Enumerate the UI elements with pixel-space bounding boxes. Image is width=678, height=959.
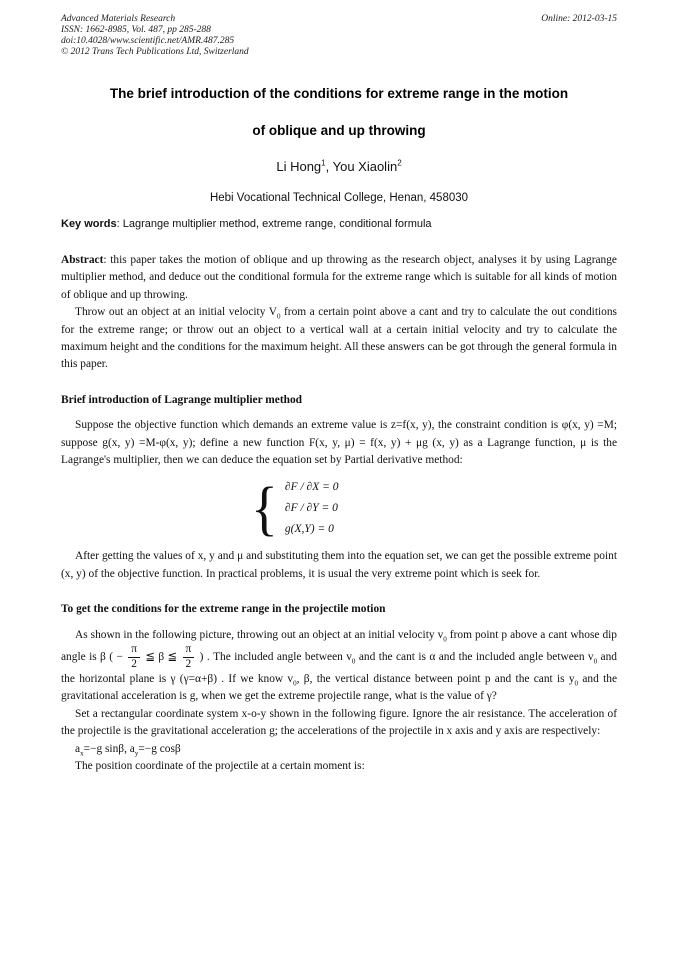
section-2-heading: To get the conditions for the extreme range in the projectile motion [61, 603, 386, 616]
section-1-paragraph-1: Suppose the objective function which demands an extreme value is z=f(x, y), the constraint condition is φ(x, y) =M; suppose g(x, y) =M-φ(x, y); define a new function F(x, y, μ) = f(x, y) + μg (x, y) as a Lagrange function, μ is the Lagrange's multiplier, then we can deduce the equation set by Partial derivative method: [61, 419, 617, 467]
left-brace-glyph: { [251, 475, 278, 543]
equation-line-2: ∂F / ∂Y = 0 [284, 502, 338, 515]
paper-title-line-1: The brief introduction of the conditions for extreme range in the motion [109, 86, 569, 101]
journal-header-row [61, 14, 617, 25]
journal-name: Advanced Materials Research [61, 14, 176, 24]
abstract-text: : this paper takes the motion of oblique and up throwing as the research object, analyses it by using Lagrange multiplier method, and deduce out the conditional formula for the extreme range which is suitable for all kinds of motion of oblique and up throwing. [61, 254, 617, 301]
keywords-text: : Lagrange multiplier method, extreme range, conditional formula [116, 218, 432, 230]
keywords-label: Key words [61, 218, 117, 230]
author-1: Li Hong [276, 159, 322, 174]
journal-header [61, 14, 617, 58]
section-1-heading: Brief introduction of Lagrange multiplier method [61, 393, 302, 406]
section-1-paragraph-2: After getting the values of x, y and μ and substituting them into the equation set, we can get the possible extreme point (x, y) of the objective function. In practical problems, it is usual the very extreme point which is seek for. [61, 550, 617, 580]
equation-block [251, 475, 617, 543]
abstract-paragraph-1 [61, 252, 617, 304]
section-2-paragraph-2: Set a rectangular coordinate system x-o-y shown in the following figure. Ignore the air resistance. The acceleration of the projectile is the gravitational acceleration g; the accelerations of the projectile in x axis and y axis are respectively: [61, 707, 617, 738]
author-2-affiliation-mark: 2 [397, 158, 402, 168]
issn-line: ISSN: 1662-8985, Vol. 487, pp 285-288 [61, 25, 211, 35]
acceleration-formulas-line: $a_x=-g$ sinβ, $a_y=-g$ cosβ [75, 742, 181, 757]
abstract-paragraph-2: Throw out an object at an initial velocity $V_0$ from a certain point above a cant and try to calculate the out conditions for the extreme range; or throw out an object to a vertical wall at a certain initial velocity and try to calculate the maximum height and the conditions for the maximum height. All these answers can be got through the general formula in this paper. [61, 306, 617, 371]
author-2: You Xiaolin [332, 159, 398, 174]
online-date: Online: 2012-03-15 [541, 14, 617, 24]
paper-title-line-2: of oblique and up throwing [252, 123, 426, 138]
author-1-affiliation-mark: 1 [321, 158, 326, 168]
keywords-line [61, 218, 617, 231]
doi-line: doi:10.4028/www.scientific.net/AMR.487.285 [61, 36, 235, 46]
abstract-label: Abstract [61, 254, 104, 266]
section-2-paragraph-1: As shown in the following picture, throwing out an object at an initial velocity $v_0$ from point p above a cant whose dip angle is β ( − $\frac{\pi}{2}$ ≦ β ≦ $\frac{\pi}{2}$ ) . The included angle between $v_0$ and the cant is α and the included angle between $v_0$ and the horizontal plane is γ (γ=α+β) . If we know $v_0$, β, the vertical distance between point p and the cant is $y_0$ and the gravitational acceleration is g, when we get the extreme projectile range, what is the value of γ? [61, 628, 617, 703]
position-coordinate-line: The position coordinate of the projectile at a certain moment is: [75, 760, 365, 773]
affiliation: Hebi Vocational Technical College, Henan, 458030 [209, 192, 469, 204]
equation-line-3: g(X,Y) = 0 [284, 523, 334, 536]
equation-lines [285, 477, 339, 540]
authors-line [61, 159, 617, 174]
paper-body [61, 252, 617, 775]
paper-title [61, 86, 617, 139]
equation-line-1: ∂F / ∂X = 0 [284, 481, 339, 494]
copyright-line: © 2012 Trans Tech Publications Ltd, Switzerland [61, 47, 249, 57]
author-separator: , [325, 159, 333, 174]
